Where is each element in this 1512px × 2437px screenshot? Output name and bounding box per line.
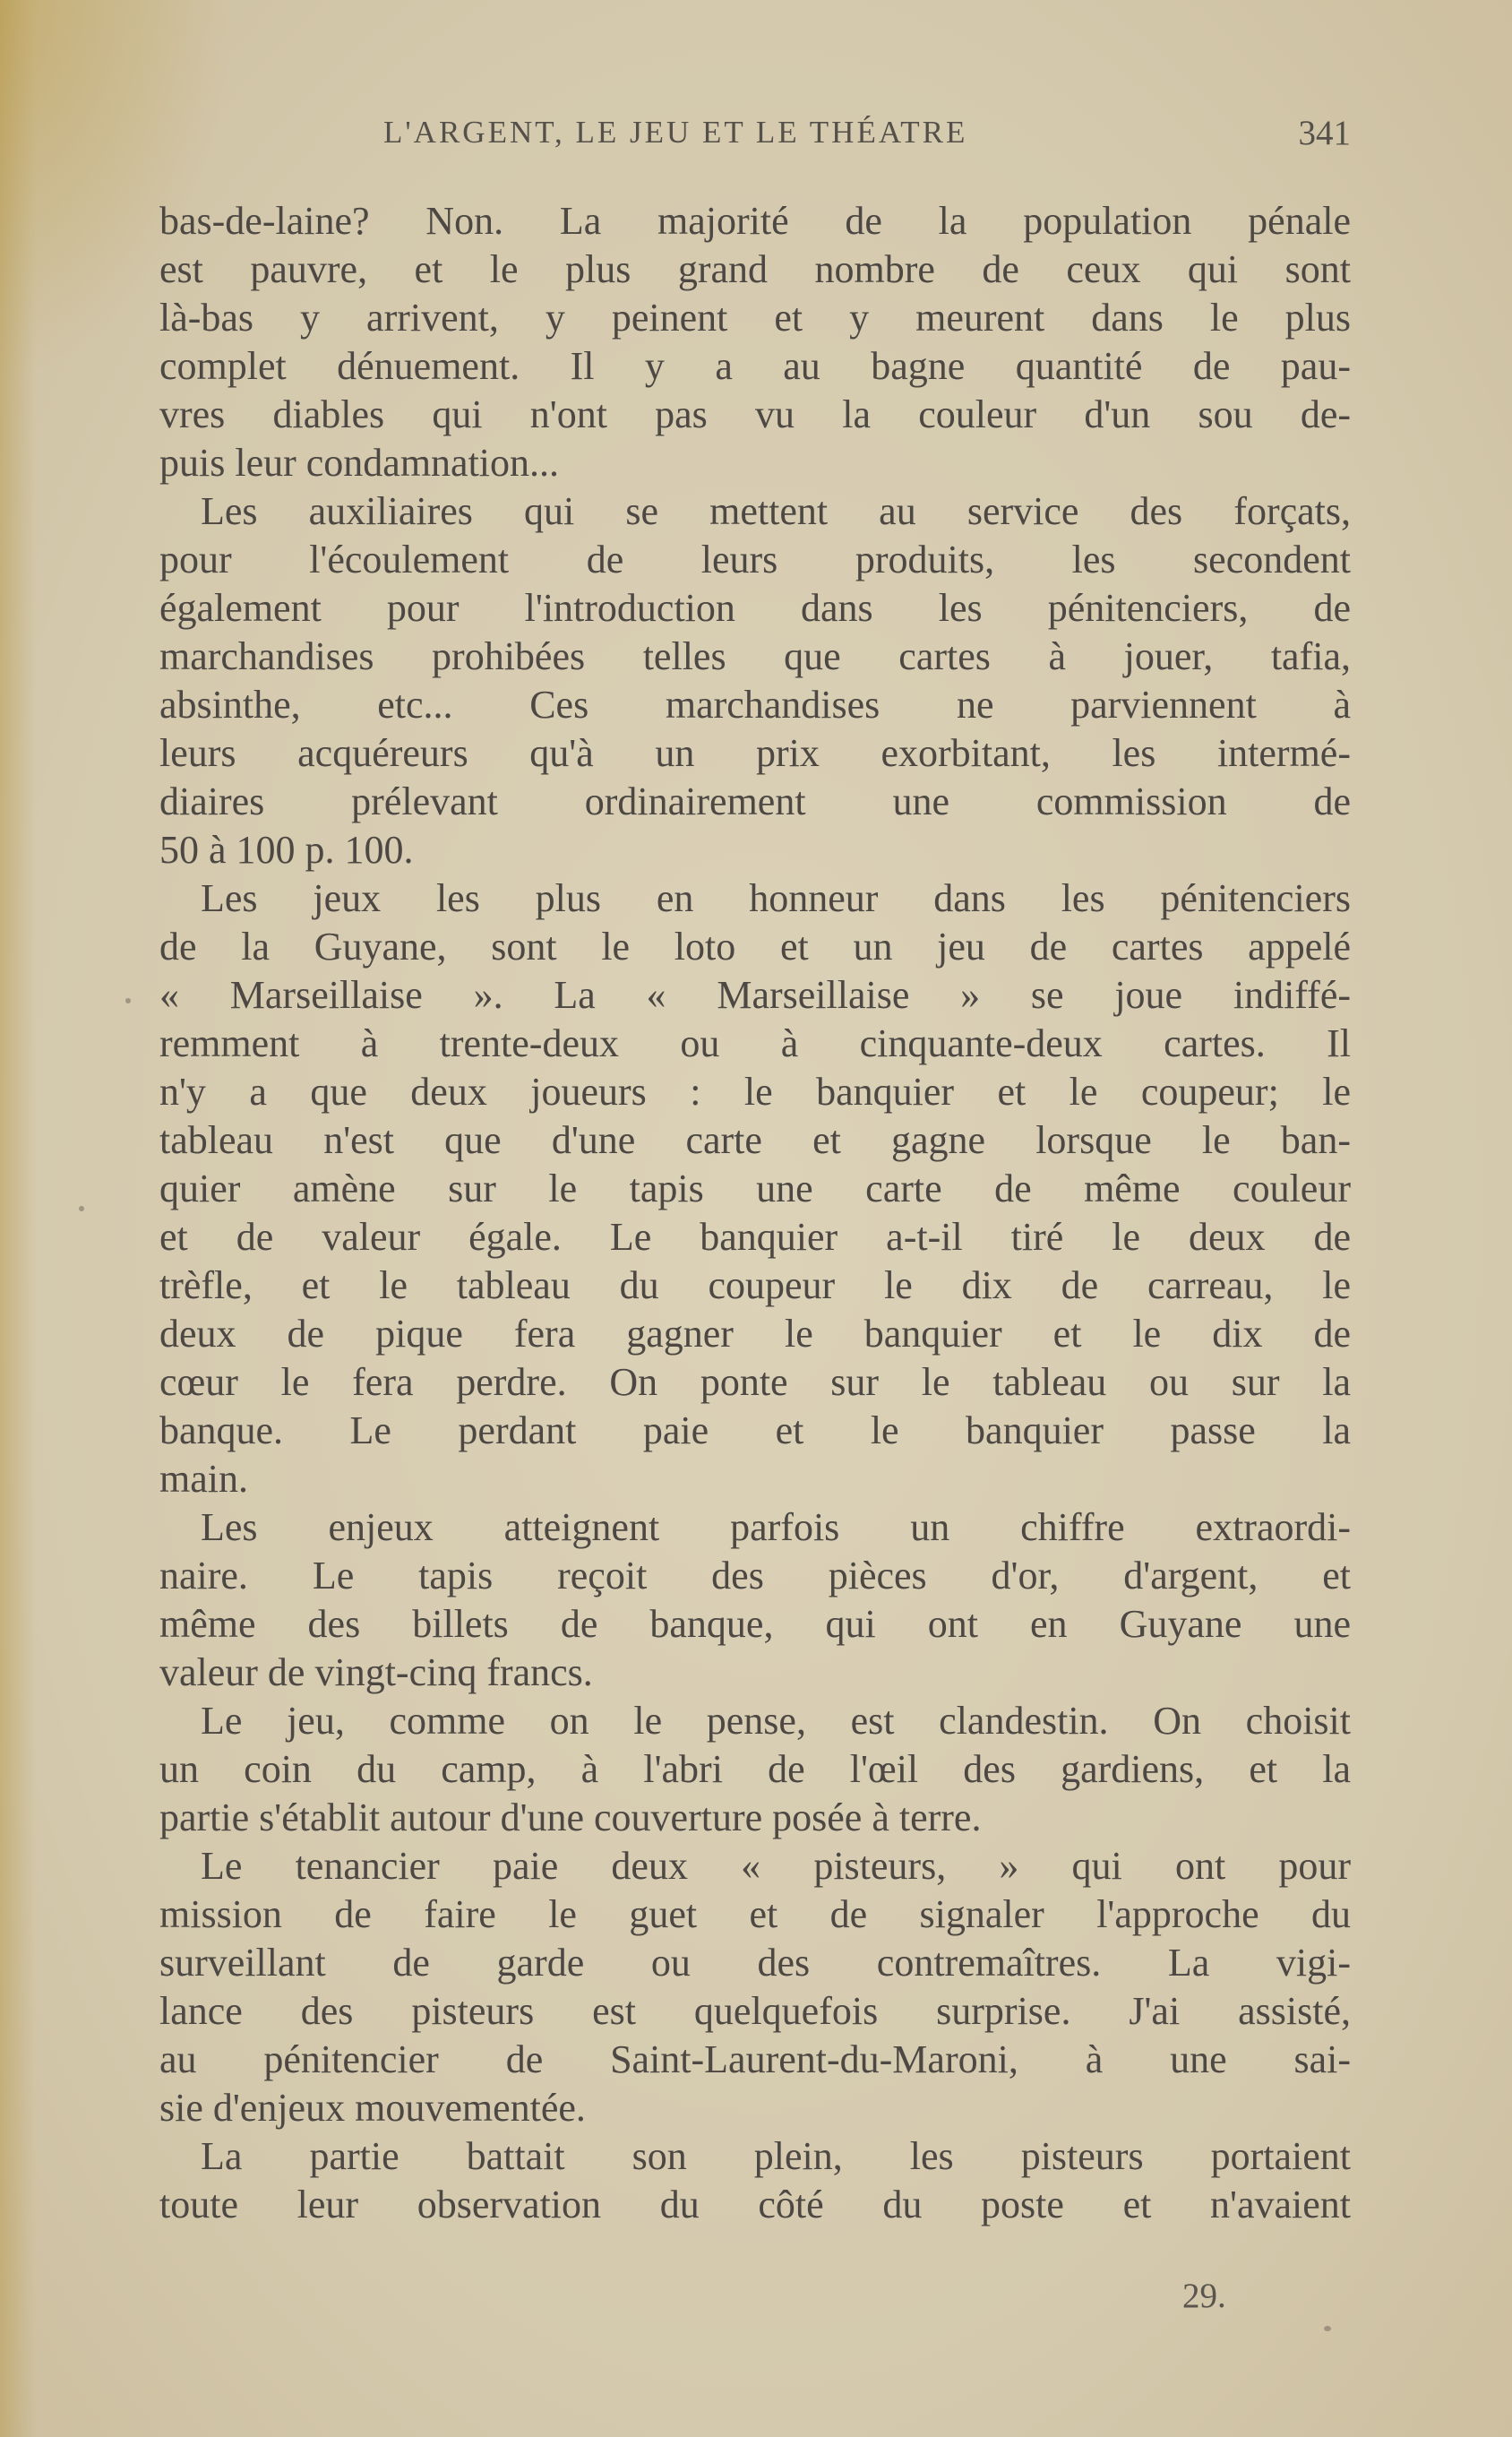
text-line: Le jeu, comme on le pense, est clandestin. On choisit bbox=[201, 1699, 1351, 1743]
ink-speck bbox=[1324, 2326, 1331, 2331]
page-number: 341 bbox=[1298, 114, 1351, 152]
text-line: Les jeux les plus en honneur dans les pénitenciers bbox=[201, 876, 1351, 920]
text-line: sie d'enjeux mouvementée. bbox=[159, 2086, 586, 2130]
text-line: diaires prélevant ordinairement une commission de bbox=[159, 779, 1351, 823]
text-line: marchandises prohibées telles que cartes à jouer, tafia, bbox=[159, 634, 1351, 678]
text-line: et de valeur égale. Le banquier a-t-il tiré le deux de bbox=[159, 1215, 1351, 1259]
text-line: pour l'écoulement de leurs produits, les secondent bbox=[159, 538, 1351, 581]
text-line: valeur de vingt-cinq francs. bbox=[159, 1650, 593, 1694]
text-line: « Marseillaise ». La « Marseillaise » se joue indiffé- bbox=[159, 973, 1351, 1017]
text-line: là-bas y arrivent, y peinent et y meurent dans le plus bbox=[159, 296, 1351, 340]
text-line: trèfle, et le tableau du coupeur le dix de carreau, le bbox=[159, 1263, 1351, 1307]
page-header bbox=[159, 109, 1351, 163]
text-line: lance des pisteurs est quelquefois surprise. J'ai assisté, bbox=[159, 1989, 1351, 2033]
text-line: au pénitencier de Saint-Laurent-du-Maroni, à une sai- bbox=[159, 2037, 1351, 2081]
text-line: vres diables qui n'ont pas vu la couleur d'un sou de- bbox=[159, 392, 1351, 436]
text-line: mission de faire le guet et de signaler l'approche du bbox=[159, 1892, 1351, 1936]
text-line: 50 à 100 p. 100. bbox=[159, 828, 414, 872]
text-line: quier amène sur le tapis une carte de même couleur bbox=[159, 1167, 1351, 1210]
running-head: L'ARGENT, LE JEU ET LE THÉATRE bbox=[383, 115, 968, 150]
text-line: naire. Le tapis reçoit des pièces d'or, d'argent, et bbox=[159, 1554, 1351, 1597]
text-line: Les auxiliaires qui se mettent au service des forçats, bbox=[201, 489, 1351, 533]
text-line: toute leur observation du côté du poste et n'avaient bbox=[159, 2183, 1351, 2226]
text-line: bas-de-laine? Non. La majorité de la population pénale bbox=[159, 199, 1351, 243]
text-line: main. bbox=[159, 1457, 248, 1501]
text-line: puis leur condamnation... bbox=[159, 441, 560, 485]
text-line: cœur le fera perdre. On ponte sur le tableau ou sur la bbox=[159, 1360, 1351, 1404]
text-line: de la Guyane, sont le loto et un jeu de cartes appelé bbox=[159, 925, 1351, 969]
text-line: Les enjeux atteignent parfois un chiffre extraordi- bbox=[201, 1505, 1351, 1549]
text-line: également pour l'introduction dans les pénitenciers, de bbox=[159, 586, 1351, 630]
text-line: partie s'établit autour d'une couverture posée à terre. bbox=[159, 1795, 982, 1839]
ink-speck bbox=[79, 1206, 84, 1211]
text-line: banque. Le perdant paie et le banquier passe la bbox=[159, 1408, 1351, 1452]
text-line: absinthe, etc... Ces marchandises ne parviennent à bbox=[159, 683, 1351, 727]
text-line: tableau n'est que d'une carte et gagne lorsque le ban- bbox=[159, 1118, 1351, 1162]
text-line: complet dénuement. Il y a au bagne quantité de pau- bbox=[159, 344, 1351, 388]
text-line: un coin du camp, à l'abri de l'œil des gardiens, et la bbox=[159, 1747, 1351, 1791]
text-line: La partie battait son plein, les pisteurs portaient bbox=[201, 2134, 1351, 2178]
text-line: même des billets de banque, qui ont en Guyane une bbox=[159, 1602, 1351, 1646]
text-line: Le tenancier paie deux « pisteurs, » qui ont pour bbox=[201, 1844, 1351, 1888]
text-line: deux de pique fera gagner le banquier et le dix de bbox=[159, 1312, 1351, 1356]
text-line: surveillant de garde ou des contremaîtres. La vigi- bbox=[159, 1941, 1351, 1985]
text-line: est pauvre, et le plus grand nombre de ceux qui sont bbox=[159, 247, 1351, 291]
text-line: n'y a que deux joueurs : le banquier et le coupeur; le bbox=[159, 1070, 1351, 1114]
body-text bbox=[159, 197, 1351, 2229]
ink-speck bbox=[125, 998, 131, 1003]
signature-mark: 29. bbox=[1182, 2277, 1226, 2315]
text-line: leurs acquéreurs qu'à un prix exorbitant, les intermé- bbox=[159, 731, 1351, 775]
page-edge-stain bbox=[0, 0, 36, 2437]
text-line: remment à trente-deux ou à cinquante-deux cartes. Il bbox=[159, 1021, 1351, 1065]
